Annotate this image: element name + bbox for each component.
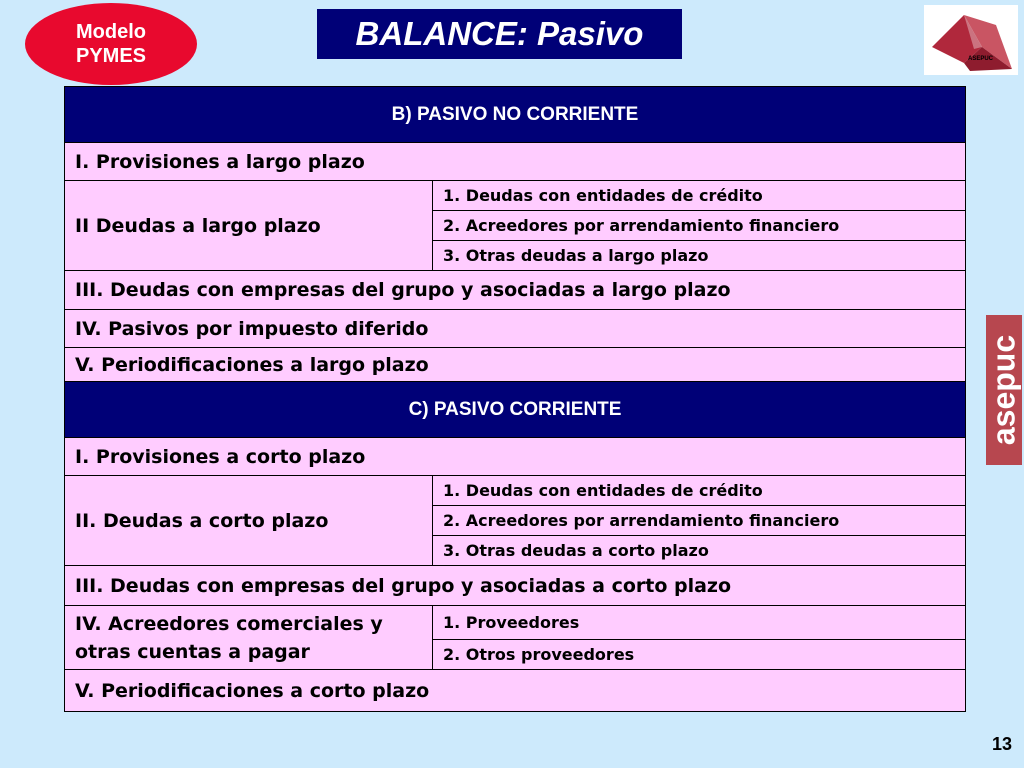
- row-periodificaciones-corto: V. Periodificaciones a corto plazo: [65, 670, 966, 712]
- row-deudas-grupo-corto: III. Deudas con empresas del grupo y asociadas a corto plazo: [65, 566, 966, 606]
- modelo-pymes-badge: [25, 3, 197, 85]
- subrow-deudas-entidades-corto: 1. Deudas con entidades de crédito: [433, 476, 966, 506]
- subrow-proveedores: 1. Proveedores: [433, 606, 966, 640]
- row-deudas-grupo-largo: III. Deudas con empresas del grupo y asociadas a largo plazo: [65, 271, 966, 310]
- table-row: [65, 348, 966, 382]
- subrow-arrendamiento-largo: 2. Acreedores por arrendamiento financiero: [433, 211, 966, 241]
- subrow-deudas-entidades-largo: 1. Deudas con entidades de crédito: [433, 181, 966, 211]
- table-row: [65, 606, 966, 640]
- subrow-otras-deudas-corto: 3. Otras deudas a corto plazo: [433, 536, 966, 566]
- subrow-arrendamiento-corto: 2. Acreedores por arrendamiento financiero: [433, 506, 966, 536]
- slide-title: BALANCE: Pasivo: [317, 9, 682, 59]
- table-row: [65, 181, 966, 211]
- asepuc-side-tab: [986, 315, 1022, 465]
- side-tab-label: asepuc: [985, 334, 1022, 446]
- row-impuesto-diferido: IV. Pasivos por impuesto diferido: [65, 310, 966, 348]
- badge-line-2: PYMES: [75, 45, 147, 67]
- table-row: [65, 310, 966, 348]
- row-deudas-largo: II Deudas a largo plazo: [65, 181, 433, 271]
- row-deudas-corto: II. Deudas a corto plazo: [65, 476, 433, 566]
- table-row: [65, 476, 966, 506]
- row-periodificaciones-largo: V. Periodificaciones a largo plazo: [65, 348, 966, 382]
- subrow-otros-proveedores: 2. Otros proveedores: [433, 640, 966, 670]
- row-provisiones-largo: I. Provisiones a largo plazo: [65, 143, 966, 181]
- section-header-no-corriente: B) PASIVO NO CORRIENTE: [65, 87, 966, 143]
- table-row: [65, 143, 966, 181]
- row-acreedores-comerciales: IV. Acreedores comerciales y otras cuentas a pagar: [65, 606, 433, 670]
- table-row: [65, 271, 966, 310]
- table-row: [65, 438, 966, 476]
- table-row: [65, 87, 966, 143]
- badge-line-1: Modelo: [76, 21, 146, 43]
- section-header-corriente: C) PASIVO CORRIENTE: [65, 382, 966, 438]
- logo-caption: ASEPUC: [968, 56, 994, 62]
- table-row: [65, 566, 966, 606]
- subrow-otras-deudas-largo: 3. Otras deudas a largo plazo: [433, 241, 966, 271]
- asepuc-logo: [924, 5, 1018, 75]
- table-row: [65, 670, 966, 712]
- asepuc-logo-icon: [924, 5, 1018, 75]
- page-number: 13: [991, 734, 1012, 754]
- balance-table: [64, 86, 966, 712]
- table-row: [65, 382, 966, 438]
- row-provisiones-corto: I. Provisiones a corto plazo: [65, 438, 966, 476]
